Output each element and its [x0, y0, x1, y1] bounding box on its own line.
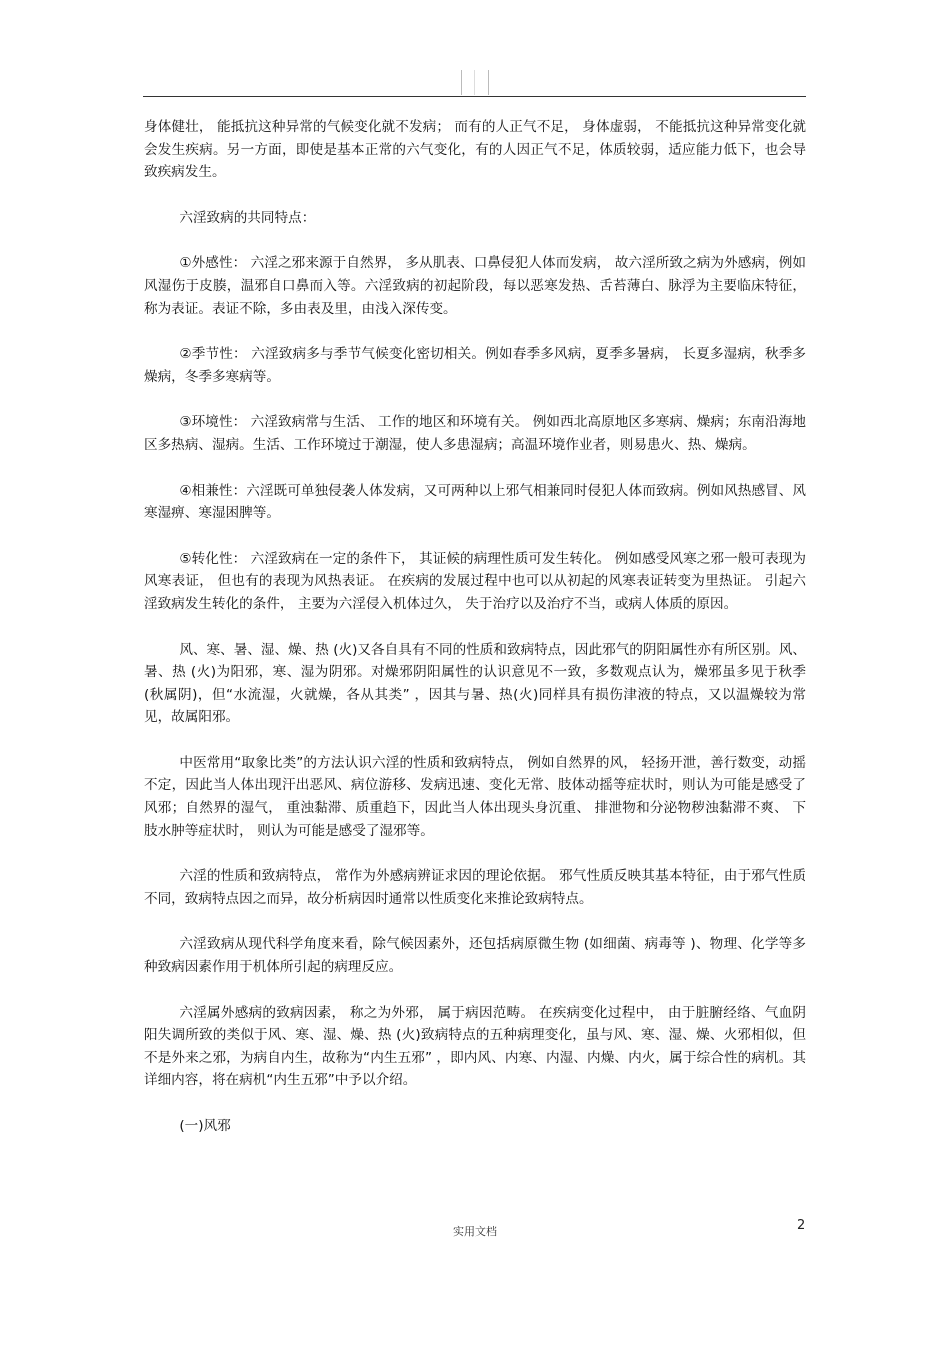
subsection-heading: (一)风邪	[179, 1118, 231, 1134]
document-body	[144, 116, 806, 1161]
paragraph: 六淫致病从现代科学角度来看，除气候因素外，还包括病原微生物 (如细菌、病毒等 )、物理、化学等多种致病因素作用于机体所引起的病理反应。	[144, 936, 806, 976]
paragraph: ②季节性： 六淫致病多与季节气候变化密切相关。例如春季多风病，夏季多暑病， 长夏多湿病，秋季多燥病，冬季多寒病等。	[144, 346, 806, 385]
paragraph: 中医常用“取象比类”的方法认识六淫的性质和致病特点， 例如自然界的风， 轻扬开泄，善行数变，动摇不定，因此当人体出现汗出恶风、病位游移、发病迅速、变化无常、肢体动摇等症状时，则认为可能是感受了风邪；自然界的湿气， 重浊黏滞、质重趋下，因此当人体出现头身沉重、 排泄物和分泌物秽浊黏滞不爽、 下肢水肿等症状时， 则认为可能是感受了湿邪等。	[144, 754, 806, 839]
paragraph: 风、寒、暑、湿、燥、热 (火)又各自具有不同的性质和致病特点，因此邪气的阴阳属性亦有所区别。风、暑、热 (火)为阳邪，寒、湿为阴邪。对燥邪阴阳属性的认识意见不一致，多数观点认为，燥邪虽多见于秋季 (秋属阴)，但“水流湿，火就燥，各从其类” ，因其与暑、热(火)同样具有损伤津液的特点，又以温燥较为常见，故属阳邪。	[144, 641, 807, 726]
footer-label: 实用文档	[453, 1225, 497, 1238]
section-heading: 六淫致病的共同特点：	[179, 209, 316, 226]
paragraph: 六淫的性质和致病特点， 常作为外感病辨证求因的理论依据。 邪气性质反映其基本特征，由于邪气性质不同，致病特点因之而异，故分析病因时通常以性质变化来推论致病特点。	[144, 868, 806, 907]
header-mark	[461, 70, 489, 95]
paragraph: 六淫属外感病的致病因素， 称之为外邪， 属于病因范畴。 在疾病变化过程中， 由于脏腑经络、气血阴阳失调所致的类似于风、寒、湿、燥、热 (火)致病特点的五种病理变化，虽与风、寒、湿、燥、火邪相似，但不是外来之邪，为病自内生，故称为“内生五邪” ，即内风、内寒、内湿、内燥、内火，属于综合性的病机。其详细内容，将在病机“内生五邪”中予以介绍。	[144, 1004, 806, 1089]
paragraph: ①外感性： 六淫之邪来源于自然界， 多从肌表、口鼻侵犯人体而发病， 故六淫所致之病为外感病，例如风湿伤于皮腠，温邪自口鼻而入等。六淫致病的初起阶段，每以恶寒发热、舌苔薄白、脉浮为主要临床特征，称为表证。表证不除，多由表及里，由浅入深传变。	[144, 255, 806, 317]
paragraph: ③环境性： 六淫致病常与生活、 工作的地区和环境有关。 例如西北高原地区多寒病、燥病；东南沿海地区多热病、湿病。生活、工作环境过于潮湿，使人多患湿病；高温环境作业者，则易患火、热、燥病。	[144, 414, 806, 453]
paragraph: ⑤转化性： 六淫致病在一定的条件下， 其证候的病理性质可发生转化。 例如感受风寒之邪一般可表现为风寒表证， 但也有的表现为风热表证。 在疾病的发展过程中也可以从初起的风寒表证转变为里热证。 引起六淫致病发生转化的条件， 主要为六淫侵入机体过久， 失于治疗以及治疗不当，或病人体质的原因。	[144, 550, 806, 612]
header-rule	[143, 96, 806, 97]
paragraph: 身体健壮， 能抵抗这种异常的气候变化就不发病； 而有的人正气不足， 身体虚弱， 不能抵抗这种异常变化就会发生疾病。另一方面，即使是基本正常的六气变化，有的人因正气不足，体质较弱，适应能力低下，也会导致疾病发生。	[144, 119, 806, 181]
paragraph: ④相兼性：六淫既可单独侵袭人体发病，又可两种以上邪气相兼同时侵犯人体而致病。例如风热感冒、风寒湿痹、寒湿困脾等。	[144, 482, 806, 522]
page-number: 2	[797, 1218, 806, 1233]
